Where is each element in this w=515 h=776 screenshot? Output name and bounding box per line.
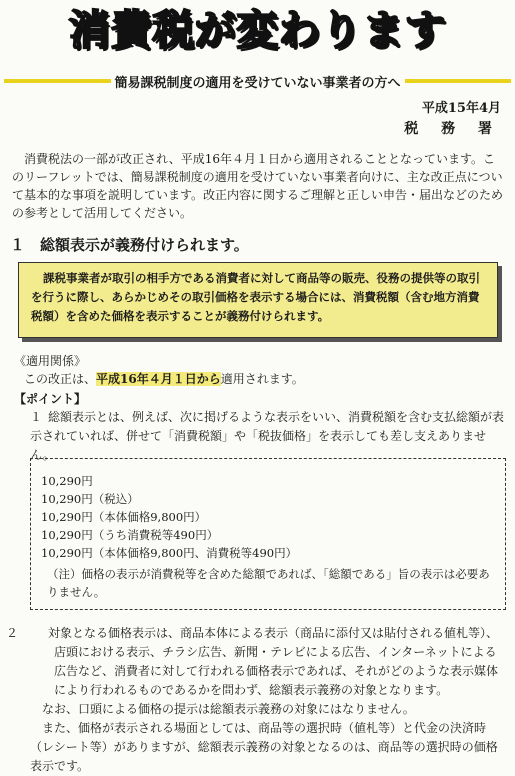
applicability-heading: 《適用関係》: [14, 354, 87, 368]
point-2-text-b: なお、口頭による価格の提示は総額表示義務の対象にはなりません。: [42, 702, 415, 716]
section-number: １: [10, 236, 26, 254]
example-item: 10,290円: [41, 474, 93, 488]
summary-text: 課税事業者が取引の相手方である消費者に対して商品等の販売、役務の提供等の取引を行うに際し、あらかじめその取引価格を表示する場合には、消費税額（含む地方消費税額）を含めた価格を表示することが義務付けられます。: [31, 271, 480, 323]
applicability-prefix: この改正は、: [24, 372, 97, 386]
example-item: 10,290円（うち消費税等490円）: [41, 528, 219, 542]
example-note: （注）価格の表示が消費税等を含めた総額であれば、「総額である」旨の表示は必要ありません。: [47, 567, 490, 599]
example-item: 10,290円（税込）: [41, 492, 139, 506]
subtitle-bar: [4, 70, 511, 92]
intro-paragraph: 消費税法の一部が改正され、平成16年４月１日から適用されることとなっています。このリーフレットでは、簡易課税制度の適用を受けていない事業者向けに、主な改正点について基本的な事項を説明しています。改正内容に関するご理解と正しい申告・届出などのための参考として活用してください。: [12, 152, 504, 220]
point-heading: 【ポイント】: [14, 392, 87, 406]
point-2-text: 対象となる価格表示は、商品本体による表示（商品に添付又は貼付される値札等）、店頭における表示、チラシ広告、新聞・テレビによる広告、インターネットによる広告など、消費者に対して行われる価格表示であれば、それがどのような表示媒体により行われるものであるかを問わず、総額表示義務の対象となります。: [48, 626, 499, 697]
point-1-number: １: [30, 410, 43, 424]
issue-date: 平成15年4月: [421, 101, 501, 116]
summary-box: [18, 262, 498, 338]
point-2: [6, 624, 506, 776]
example-item: 10,290円（本体価格9,800円、消費税等490円）: [41, 546, 298, 560]
page-title: 消費税が変わります: [68, 6, 447, 54]
issuer: 税 務 署: [404, 121, 501, 137]
section-title: 総額表示が義務付けられます。: [40, 236, 249, 254]
applicability-date: 平成16年４月１日から: [96, 372, 221, 386]
point-2-text-c: また、価格が表示される場面としては、商品等の選択時（値札等）と代金の決済時（レシート等）がありますが、総額表示義務の対象となるのは、商品等の選択時の価格表示です。: [30, 721, 498, 773]
applicability-suffix: 適用されます。: [220, 372, 304, 386]
subtitle-rule-left: [4, 79, 111, 83]
examples-box: [30, 458, 506, 610]
point-1: [30, 408, 504, 465]
applicability-text: [24, 370, 304, 387]
section-heading: [10, 234, 249, 255]
example-item: 10,290円（本体価格9,800円）: [41, 510, 207, 524]
point-2-number: ２: [6, 626, 19, 640]
subtitle-rule-right: [405, 79, 512, 83]
subtitle: 簡易課税制度の適用を受けていない事業者の方へ: [114, 75, 401, 91]
point-1-text: 総額表示とは、例えば、次に掲げるような表示をいい、消費税額を含む支払総額が表示されていれば、併せて「消費税額」や「税抜価格」を表示しても差し支えありません。: [30, 410, 505, 462]
